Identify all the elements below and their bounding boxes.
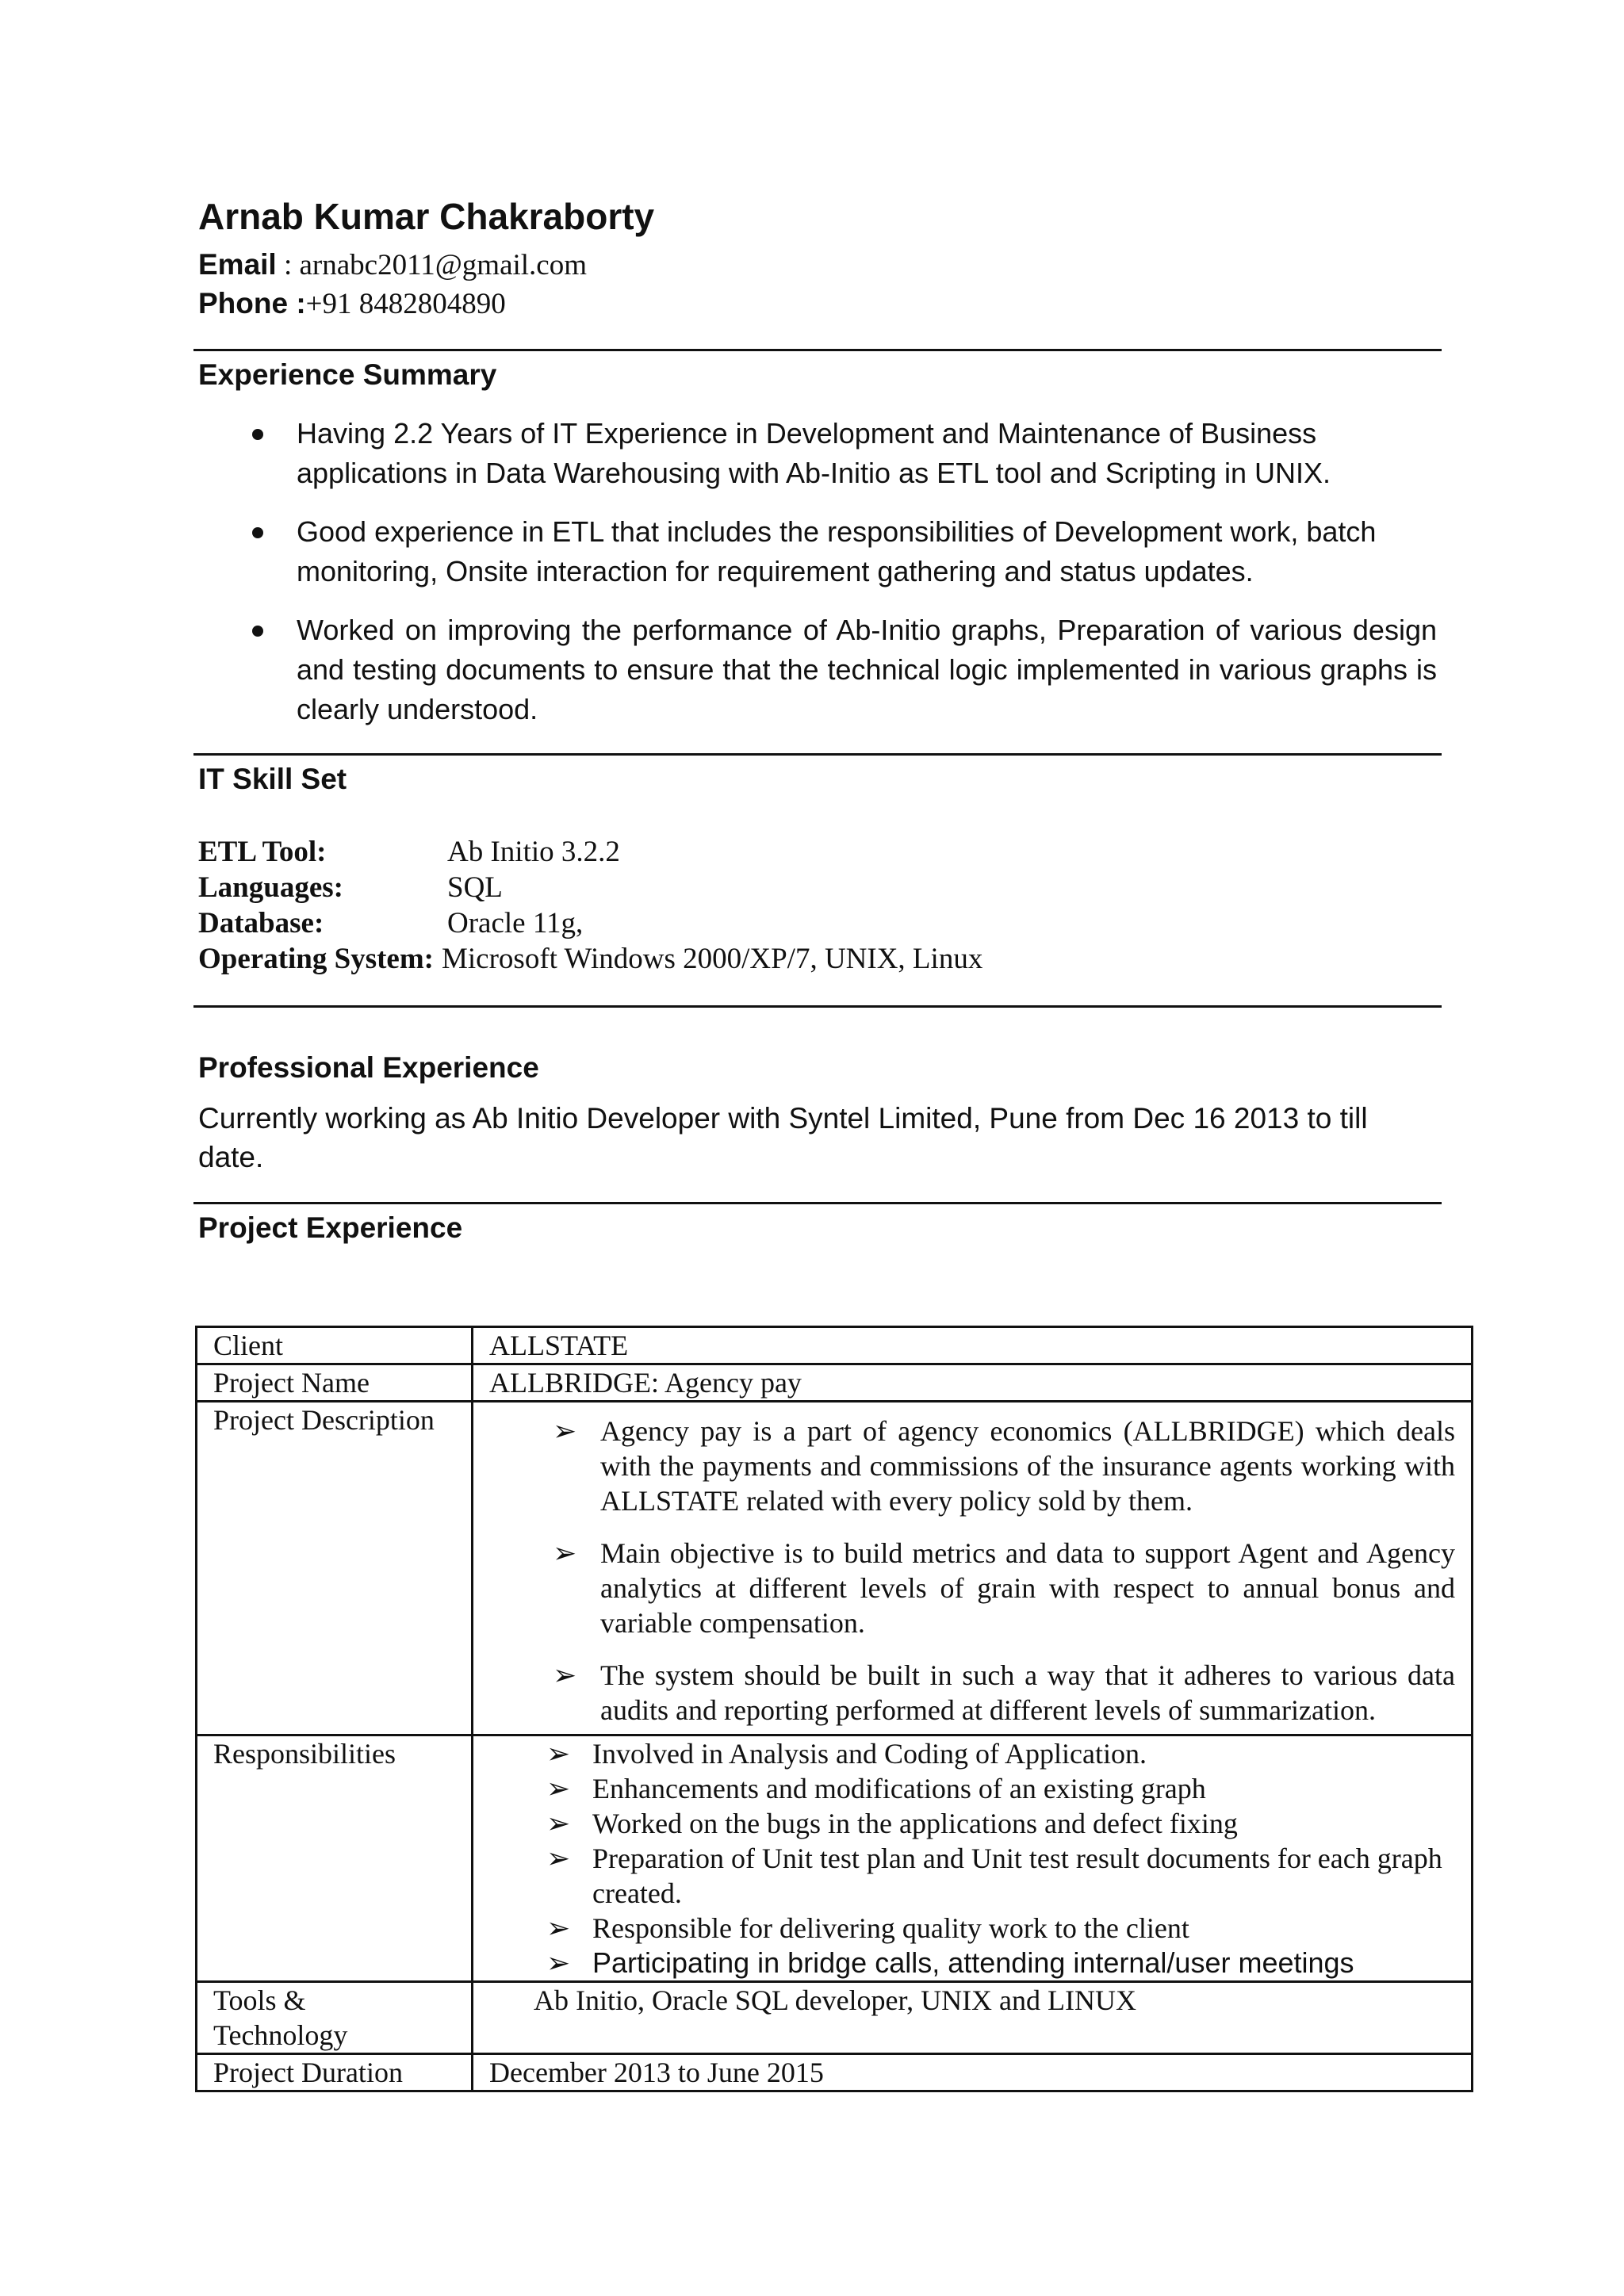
table-row (197, 1327, 1473, 1364)
arrow-bullet-icon: ➢ (553, 1415, 577, 1447)
email-value: arnabc2011@gmail.com (299, 249, 588, 281)
skills-list (198, 834, 982, 977)
skill-row: Languages: SQL (198, 871, 503, 904)
client-label: Client (197, 1327, 473, 1364)
project-duration-value: December 2013 to June 2015 (473, 2054, 1473, 2091)
table-row (197, 2054, 1473, 2091)
phone-value: +91 8482804890 (305, 288, 506, 320)
table-row (197, 1402, 1473, 1735)
professional-experience-text: Currently working as Ab Initio Developer with Syntel Limited, Pune from Dec 16 2013 to till date. (198, 1102, 1368, 1173)
bullet-dot-icon (252, 626, 263, 637)
tools-label: Tools & Technology (197, 1982, 473, 2054)
experience-summary-list (198, 414, 1437, 748)
project-name-label: Project Name (197, 1364, 473, 1402)
list-item: ➢ Worked on the bugs in the applications and defect fixing (546, 1808, 1238, 1839)
project-name-value: ALLBRIDGE: Agency pay (473, 1364, 1473, 1402)
list-item: ➢ Enhancements and modifications of an existing graph (546, 1773, 1206, 1804)
divider (193, 349, 1442, 351)
summary-bullet: Having 2.2 Years of IT Experience in Development and Maintenance of Business applications in Data Warehousing with Ab-Initio as ETL tool and Scripting in UNIX. (198, 414, 1437, 493)
responsibilities-cell (473, 1735, 1473, 1982)
list-item: ➢ Agency pay is a part of agency economics (ALLBRIDGE) which deals with the payments and commissions of the insurance agents working with ALLSTATE related with every policy sold by them. (553, 1415, 1455, 1517)
skill-row: Database: Oracle 11g, (198, 907, 584, 939)
professional-experience-title: Professional Experience (198, 1051, 539, 1084)
arrow-bullet-icon: ➢ (546, 1912, 571, 1944)
email-line (198, 248, 587, 282)
divider (193, 1005, 1442, 1008)
project-description-cell (473, 1402, 1473, 1735)
list-item: ➢ Responsible for delivering quality work to the client (546, 1912, 1189, 1944)
phone-line (198, 287, 506, 321)
divider (193, 753, 1442, 756)
bullet-dot-icon (252, 429, 263, 440)
list-item: ➢ Preparation of Unit test plan and Unit test result documents for each graph created. (546, 1843, 1442, 1909)
responsibilities-list (489, 1736, 1455, 1980)
summary-bullet: Good experience in ETL that includes the responsibilities of Development work, batch monitoring, Onsite interaction for requirement gathering and status updates. (198, 512, 1437, 591)
list-item: ➢ Involved in Analysis and Coding of Application. (546, 1738, 1147, 1770)
project-table (195, 1326, 1473, 2092)
arrow-bullet-icon: ➢ (553, 1659, 577, 1691)
project-description-list (489, 1414, 1455, 1728)
experience-summary-title: Experience Summary (198, 358, 497, 391)
project-duration-label: Project Duration (197, 2054, 473, 2091)
table-row (197, 1982, 1473, 2054)
arrow-bullet-icon: ➢ (546, 1843, 571, 1874)
bullet-dot-icon (252, 527, 263, 538)
summary-bullet: Worked on improving the performance of Ab-Initio graphs, Preparation of various design and testing documents to ensure that the technical logic implemented in various graphs is clearly understood. (198, 610, 1437, 729)
list-item: ➢ The system should be built in such a way that it adheres to various data audits and reporting performed at different levels of summarization. (553, 1659, 1455, 1726)
skill-row: Operating System: Microsoft Windows 2000/XP/7, UNIX, Linux (198, 943, 983, 975)
arrow-bullet-icon: ➢ (546, 1773, 571, 1804)
arrow-bullet-icon: ➢ (553, 1537, 577, 1569)
list-item: ➢ Participating in bridge calls, attending internal/user meetings (546, 1946, 1354, 1979)
table-row (197, 1364, 1473, 1402)
candidate-name: Arnab Kumar Chakraborty (198, 196, 655, 237)
table-row (197, 1735, 1473, 1982)
arrow-bullet-icon: ➢ (546, 1808, 571, 1839)
responsibilities-label: Responsibilities (197, 1735, 473, 1982)
email-separator: : (276, 249, 300, 281)
project-description-label: Project Description (197, 1402, 473, 1735)
skill-row: ETL Tool: Ab Initio 3.2.2 (198, 836, 620, 868)
phone-label: Phone : (198, 287, 306, 320)
arrow-bullet-icon: ➢ (546, 1738, 571, 1770)
project-experience-title: Project Experience (198, 1211, 463, 1244)
skills-title: IT Skill Set (198, 763, 347, 795)
divider (193, 1202, 1442, 1204)
tools-value: Ab Initio, Oracle SQL developer, UNIX and LINUX (473, 1982, 1473, 2054)
list-item: ➢ Main objective is to build metrics and data to support Agent and Agency analytics at different levels of grain with respect to annual bonus and variable compensation. (553, 1537, 1455, 1639)
arrow-bullet-icon: ➢ (546, 1946, 571, 1979)
client-value: ALLSTATE (473, 1327, 1473, 1364)
email-label: Email (198, 248, 277, 281)
